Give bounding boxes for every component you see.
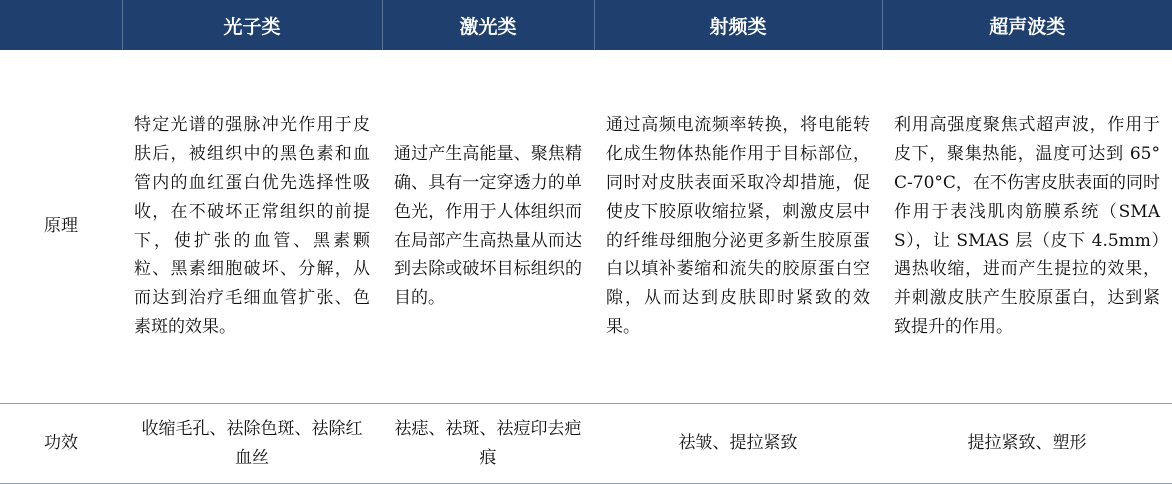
- cell-principle-laser: [382, 50, 594, 404]
- cell-effect-photon: [122, 404, 382, 484]
- row-label-effect: 功效: [0, 404, 122, 484]
- cell-text: 收缩毛孔、祛除色斑、祛除红血丝: [141, 418, 363, 468]
- cell-text: 通过产生高能量、聚焦精确、具有一定穿透力的单色光，作用于人体组织而在局部产生高热量从而达到去除或破坏目标组织的目的。: [394, 144, 582, 309]
- header-ultrasound: 超声波类: [882, 0, 1172, 50]
- header-laser: 激光类: [382, 0, 594, 50]
- cell-text: 通过高频电流频率转换，将电能转化成生物体热能作用于目标部位，同时对皮肤表面采取冷却措施，促使皮下胶原收缩拉紧，刺激皮层中的纤维母细胞分泌更多新生胶原蛋白以填补萎缩和流失的胶原蛋白空隙，从而达到皮肤即时紧致的效果。: [606, 115, 870, 337]
- cell-text: 特定光谱的强脉冲光作用于皮肤后，被组织中的黑色素和血管内的血红蛋白优先选择性吸收，在不破坏正常组织的前提下，使扩张的血管、黑素颗粒、黑素细胞破坏、分解，从而达到治疗毛细血管扩张、色素斑的效果。: [134, 115, 370, 337]
- header-photon: 光子类: [122, 0, 382, 50]
- table-row-principle: [0, 50, 1172, 404]
- header-radiofrequency: 射频类: [594, 0, 882, 50]
- cell-effect-radiofrequency: [594, 404, 882, 484]
- cell-principle-ultrasound: [882, 50, 1172, 404]
- cell-effect-ultrasound: [882, 404, 1172, 484]
- table-row-effect: [0, 404, 1172, 484]
- cell-principle-photon: [122, 50, 382, 404]
- cell-text: 提拉紧致、塑形: [967, 433, 1087, 454]
- cell-effect-laser: [382, 404, 594, 484]
- header-corner: [0, 0, 122, 50]
- cell-text: 祛痣、祛斑、祛痘印去疤痕: [394, 418, 582, 468]
- header-row: [0, 0, 1172, 50]
- cell-text: 利用高强度聚焦式超声波，作用于皮下，聚集热能，温度可达到 65°C-70°C，在不伤害皮肤表面的同时作用于表浅肌肉筋膜系统（SMAS），让 SMAS 层（皮下 4.5mm）遇热收缩，进而产生提拉的效果，并刺激皮肤产生胶原蛋白，达到紧致提升的作用。: [894, 115, 1160, 337]
- cell-principle-radiofrequency: [594, 50, 882, 404]
- row-label-principle: 原理: [0, 50, 122, 404]
- cell-text: 祛皱、提拉紧致: [678, 433, 798, 454]
